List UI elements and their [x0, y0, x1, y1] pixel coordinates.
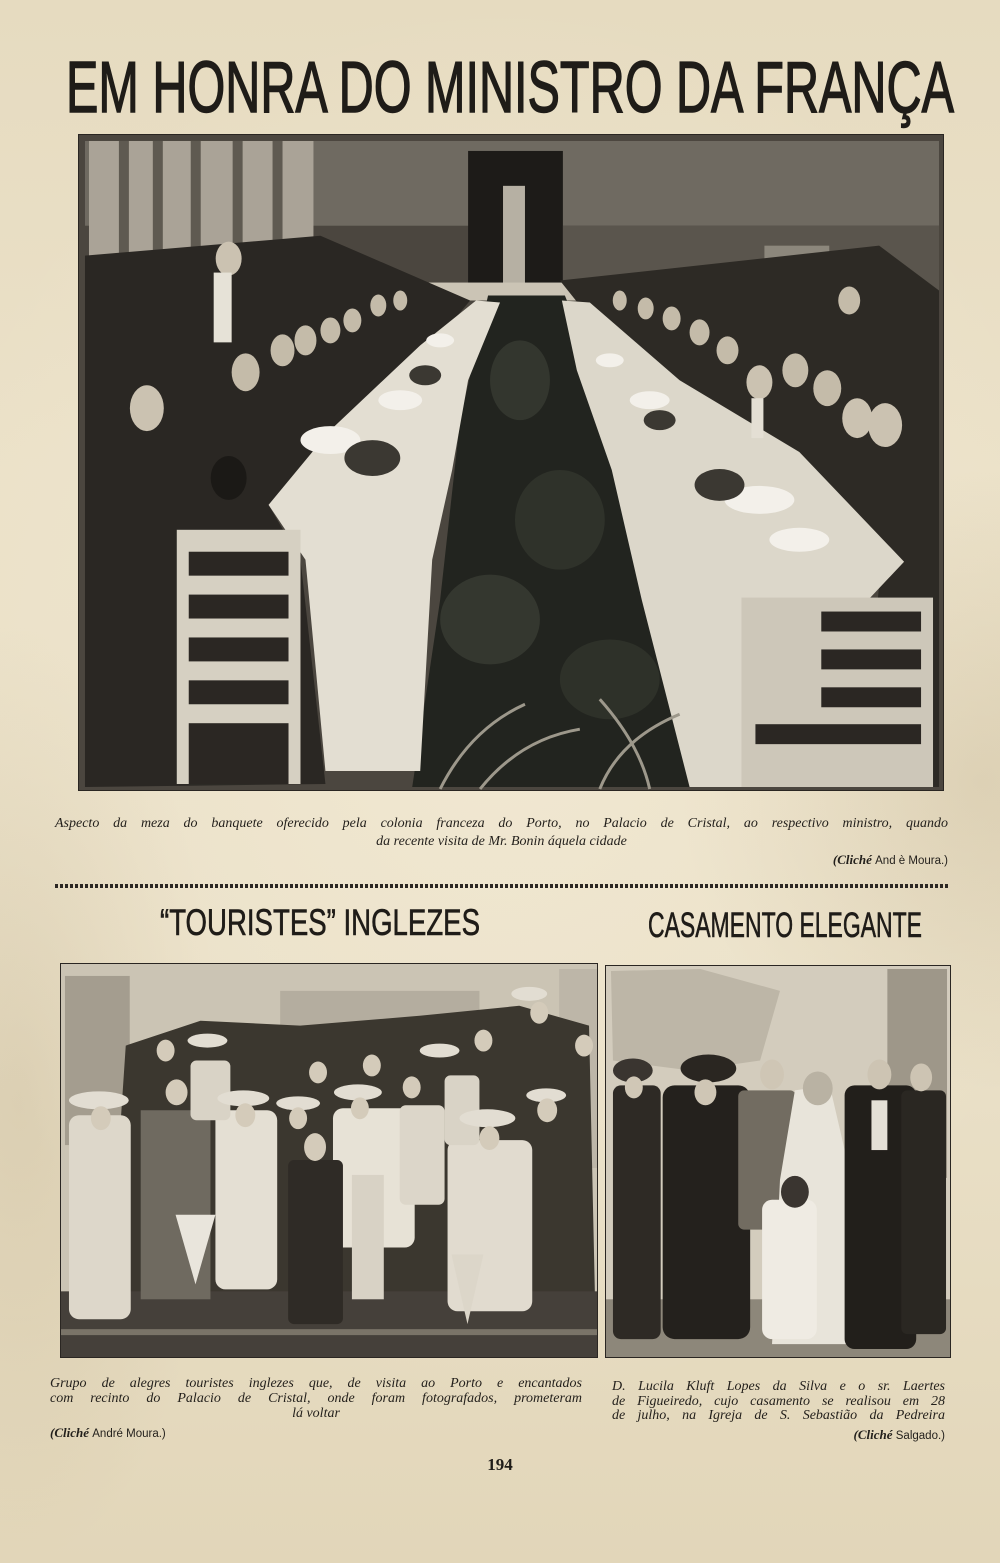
- face: [474, 1030, 492, 1052]
- banquet-caption-line: Aspecto da meza do banquete oferecido pela colonia franceza do Porto, no Palacio de Cristal, ao respectivo ministro, quando: [55, 816, 948, 831]
- guest-face: [216, 242, 242, 276]
- terrace-step: [61, 1329, 597, 1335]
- banquet-photo: [78, 134, 944, 791]
- page-title-text: EM HONRA DO MINISTRO DA FRANÇA: [66, 48, 954, 128]
- chair-gap: [189, 680, 289, 704]
- flower-cluster: [630, 391, 670, 409]
- banquet-caption-line: da recente visita de Mr. Bonin áquela cidade: [376, 834, 627, 849]
- credit-name: André Moura.): [92, 1428, 166, 1440]
- chair-gap: [821, 612, 921, 632]
- flower-cluster: [426, 333, 454, 347]
- chair-gap: [821, 649, 921, 669]
- credit-name: Salgado.): [895, 1429, 945, 1442]
- guest-face: [782, 353, 808, 387]
- stone-pedestal: [352, 1175, 384, 1299]
- chair-gap: [189, 552, 289, 576]
- tourists-photo-image: [61, 964, 597, 1357]
- centerpiece: [344, 440, 400, 476]
- guest-head-back: [211, 456, 247, 500]
- guest-face: [842, 398, 872, 438]
- guest-face: [663, 306, 681, 330]
- man-right-face: [910, 1064, 932, 1092]
- wedding-caption-line: D. Lucila Kluft Lopes da Silva e o sr. Laertes: [612, 1379, 945, 1394]
- guest-face: [232, 353, 260, 391]
- face: [575, 1035, 593, 1057]
- banquet-photo-image: [79, 135, 943, 790]
- face: [166, 1079, 188, 1105]
- trees-foliage: [611, 969, 780, 1070]
- page-number: 194: [487, 1455, 513, 1474]
- face: [235, 1103, 255, 1127]
- guest-face: [130, 385, 164, 431]
- lady-dress: [69, 1115, 131, 1319]
- leaf-cluster: [515, 470, 605, 570]
- wedding-caption: [612, 1380, 945, 1443]
- guest-face: [813, 370, 841, 406]
- woman-dark-dress: [613, 1085, 661, 1339]
- tourists-caption-line: Grupo de alegres touristes inglezes que, de visita ao Porto e encantados: [50, 1376, 582, 1391]
- tourists-heading-text: “TOURISTES” INGLEZES: [160, 902, 480, 943]
- tourists-caption-line: com recinto do Palacio de Cristal, onde foram fotografados, prometeram: [50, 1391, 582, 1406]
- wedding-caption-line: de julho, na Igreja de S. Sebastião da Pedreira: [612, 1408, 945, 1423]
- guest-face: [393, 291, 407, 311]
- face: [363, 1055, 381, 1077]
- tourists-heading: [160, 900, 480, 945]
- face: [157, 1040, 175, 1062]
- left-chair: [177, 530, 301, 784]
- credit-label: (Cliché: [50, 1425, 89, 1440]
- lady-dress: [400, 1105, 445, 1204]
- child-white-dress: [762, 1200, 817, 1339]
- guest-face: [271, 334, 295, 366]
- centerpiece: [695, 469, 745, 501]
- guest-shirt-front: [751, 398, 763, 438]
- hat: [188, 1034, 228, 1048]
- doorway-light: [503, 186, 525, 291]
- chair-gap: [755, 724, 921, 744]
- lady-face: [694, 1079, 716, 1105]
- chair-gap: [189, 637, 289, 661]
- tourists-photo: [60, 963, 598, 1358]
- face: [91, 1106, 111, 1130]
- lady-dress: [215, 1110, 277, 1289]
- centerpiece: [644, 410, 676, 430]
- hat: [420, 1044, 460, 1058]
- flower-cluster: [769, 528, 829, 552]
- wedding-credit: [612, 1428, 945, 1444]
- credit-label: (Cliché: [832, 852, 872, 867]
- face: [289, 1107, 307, 1129]
- face: [403, 1076, 421, 1098]
- guest-face: [613, 291, 627, 311]
- woman-face: [625, 1076, 643, 1098]
- groom-shirt: [871, 1100, 887, 1150]
- groom-face: [867, 1060, 891, 1090]
- leaf-cluster: [560, 639, 660, 719]
- wedding-heading: [648, 903, 922, 948]
- section-divider: [55, 884, 950, 888]
- lady-hat: [681, 1055, 737, 1083]
- lady-dark-dress: [663, 1085, 750, 1339]
- lady-dress: [191, 1061, 231, 1121]
- wedding-caption-line: de Figueiredo, cujo casamento se realisou em 28: [612, 1393, 945, 1409]
- flower-cluster: [596, 353, 624, 367]
- waiter-shirt: [214, 273, 232, 343]
- credit-name: And è Moura.): [875, 855, 948, 867]
- tourists-credit: [50, 1425, 582, 1442]
- face: [309, 1062, 327, 1084]
- right-chair: [741, 598, 933, 787]
- child-head: [781, 1176, 809, 1208]
- credit-label: (Cliché: [853, 1426, 893, 1442]
- leaf-cluster: [490, 340, 550, 420]
- hat: [460, 1109, 516, 1127]
- lady-dress: [445, 1075, 480, 1145]
- guest-face: [690, 319, 710, 345]
- wedding-photo-image: [606, 966, 950, 1357]
- guest-face: [838, 287, 860, 315]
- tourists-caption: [50, 1376, 582, 1442]
- face: [351, 1097, 369, 1119]
- banquet-credit: [55, 851, 948, 870]
- guest-face: [868, 403, 902, 447]
- wedding-photo: [605, 965, 951, 1358]
- tourists-caption-line: lá voltar: [292, 1406, 340, 1421]
- uniformed-man-face: [760, 1060, 784, 1090]
- guest-face: [343, 308, 361, 332]
- guest-face: [717, 336, 739, 364]
- chair-gap: [189, 595, 289, 619]
- flower-cluster: [378, 390, 422, 410]
- centerpiece: [409, 365, 441, 385]
- guest-face: [370, 295, 386, 317]
- guest-face: [320, 317, 340, 343]
- face: [479, 1126, 499, 1150]
- hat: [511, 987, 547, 1001]
- guest-face: [295, 325, 317, 355]
- banquet-caption: [55, 815, 948, 870]
- face: [530, 1002, 548, 1024]
- wedding-heading-text: CASAMENTO ELEGANTE: [648, 906, 922, 945]
- man-grey-suit: [141, 1110, 211, 1299]
- boy-dark-suit: [288, 1160, 343, 1324]
- page-title: [66, 48, 954, 132]
- bride-head: [803, 1071, 833, 1105]
- guest-face: [638, 298, 654, 320]
- chair-gap: [821, 687, 921, 707]
- guest-face: [746, 365, 772, 399]
- leaf-cluster: [440, 575, 540, 665]
- chair-gap: [189, 723, 289, 784]
- man-right: [901, 1090, 946, 1334]
- face: [537, 1098, 557, 1122]
- boy-face: [304, 1133, 326, 1161]
